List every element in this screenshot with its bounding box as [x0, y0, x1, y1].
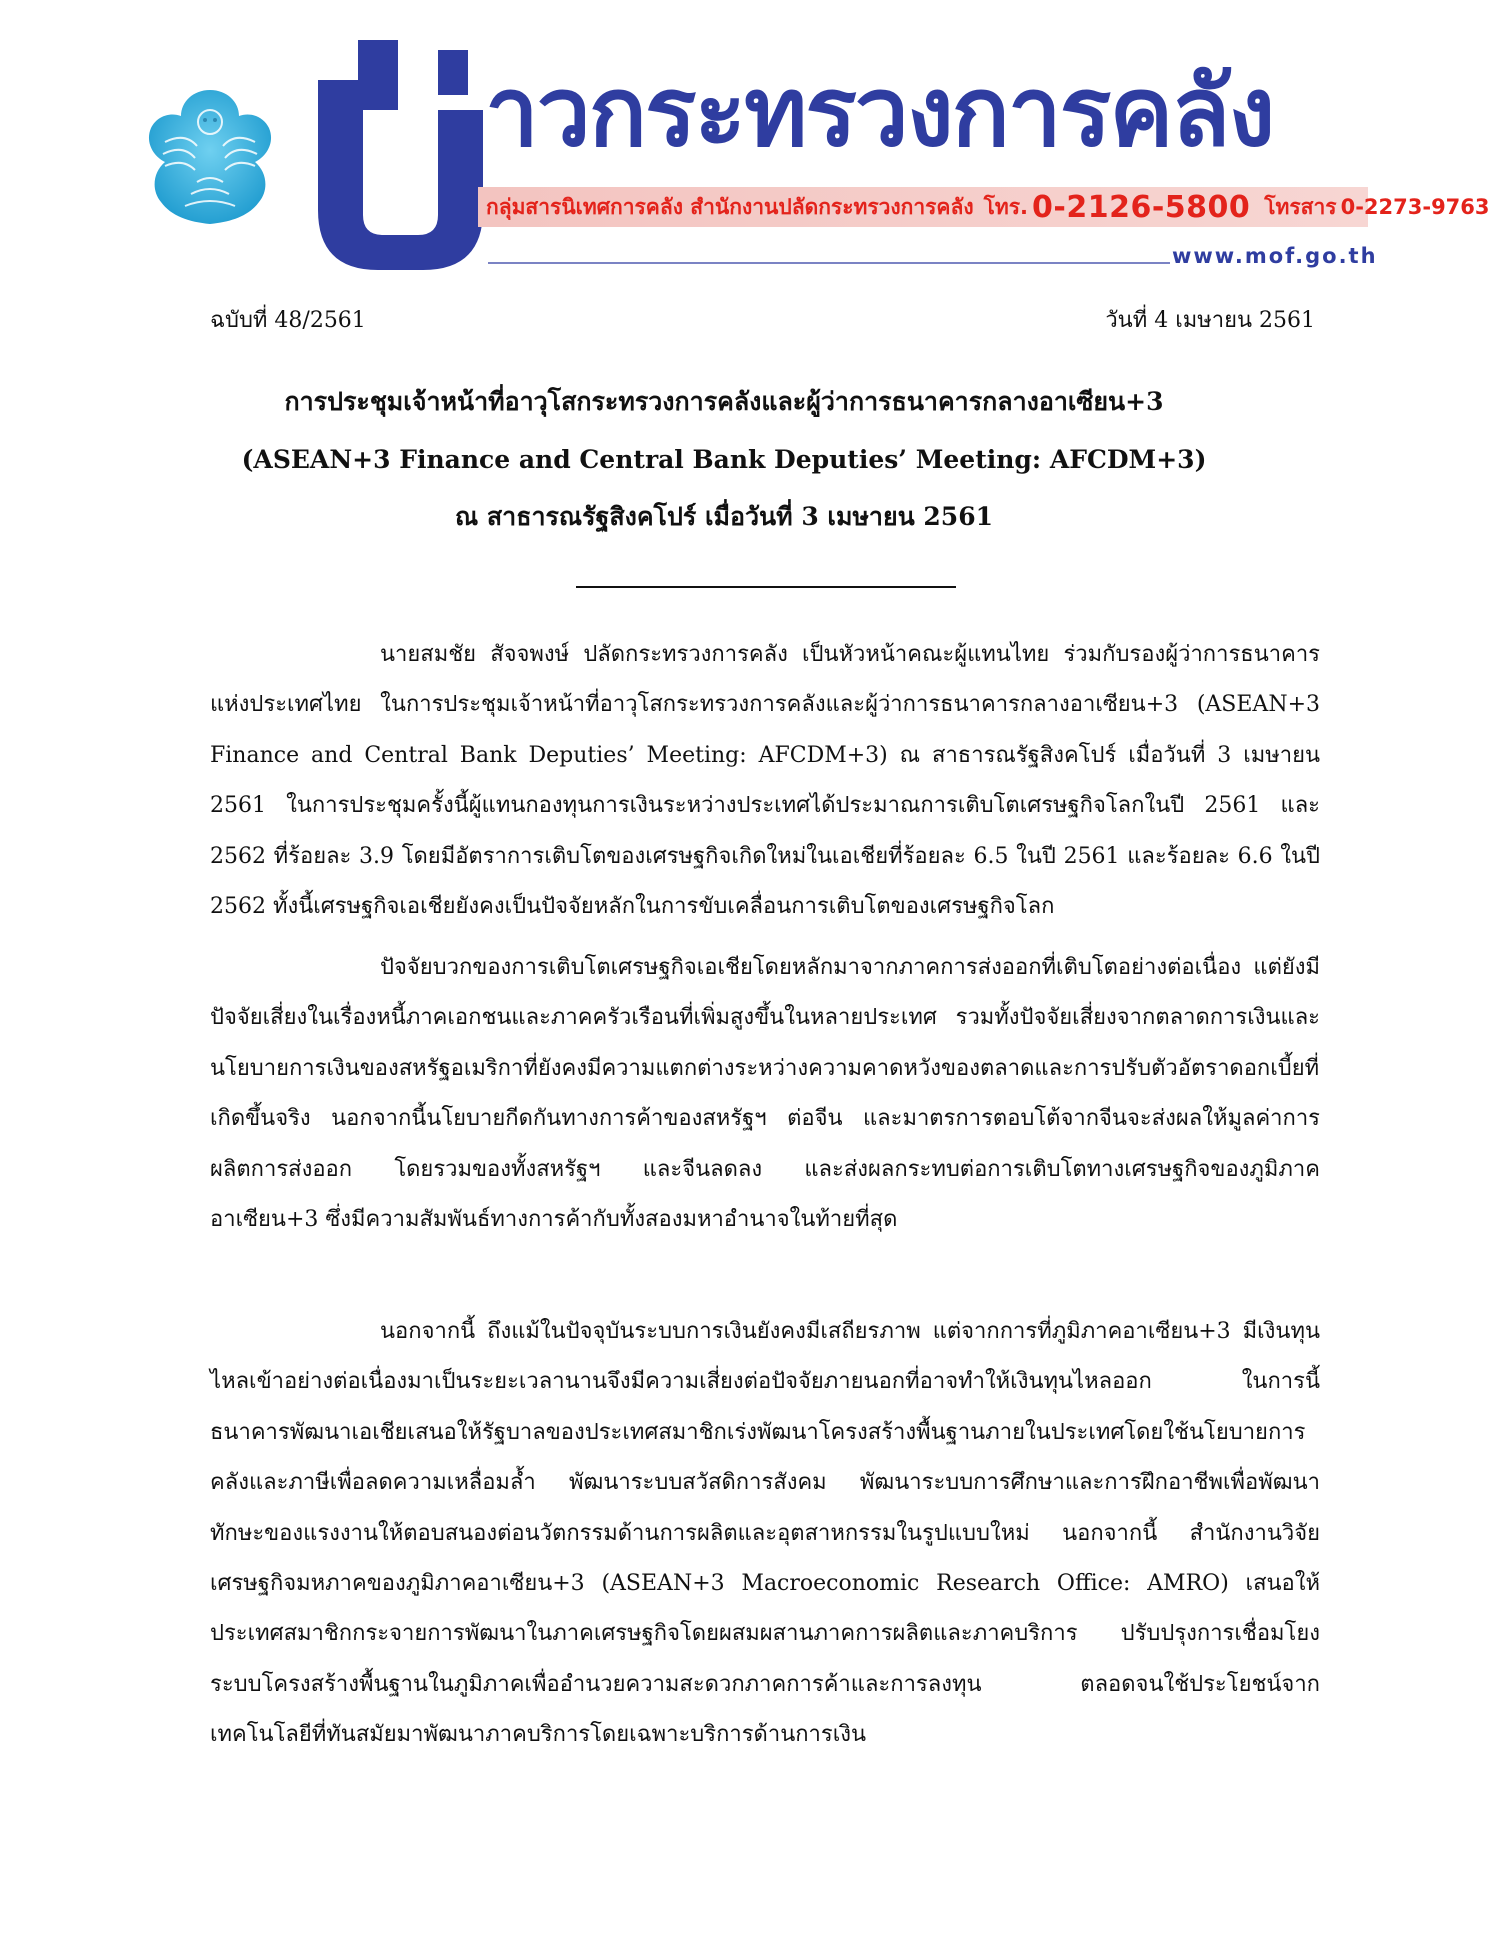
masthead-title: าวกระทรวงการคลัง: [485, 56, 1274, 168]
masthead-initial-letter: [318, 40, 483, 270]
masthead-divider: [488, 262, 1170, 264]
masthead-contact-bar: [478, 187, 1490, 227]
masthead-url[interactable]: www.mof.go.th: [1172, 244, 1378, 268]
headline-underline: [576, 586, 956, 588]
masthead-org: กลุ่มสารนิเทศการคลัง สำนักงานปลัดกระทรวงการคลัง: [486, 194, 974, 219]
masthead-tel: 0-2126-5800: [1032, 189, 1251, 225]
masthead-tel-label: โทร.: [983, 194, 1028, 219]
masthead-fax: 0-2273-9763: [1340, 195, 1490, 219]
issue-number: ฉบับที่ 48/2561: [210, 308, 366, 333]
headline-line-1: การประชุมเจ้าหน้าที่อาวุโสกระทรวงการคลังและผู้ว่าการธนาคารกลางอาเซียน+3: [284, 387, 1164, 416]
masthead-fax-label: โทรสาร: [1264, 194, 1337, 219]
body-paragraph-2: ปัจจัยบวกของการเติบโตเศรษฐกิจเอเชียโดยหลักมาจากภาคการส่งออกที่เติบโตอย่างต่อเนื่อง แต่ยังมีปัจจัยเสี่ยงในเรื่องหนี้ภาคเอกชนและภาคครัวเรือนที่เพิ่มสูงขึ้นในหลายประเทศ รวมทั้งปัจจัยเสี่ยงจากตลาดการเงินและนโยบายการเงินของสหรัฐอเมริกาที่ยังคงมีความแตกต่างระหว่างความคาดหวังของตลาดและการปรับตัวอัตราดอกเบี้ยที่เกิดขึ้นจริง นอกจากนี้นโยบายกีดกันทางการค้าของสหรัฐฯ ต่อจีน และมาตรการตอบโต้จากจีนจะส่งผลให้มูลค่าการผลิตการส่งออก โดยรวมของทั้งสหรัฐฯ และจีนลดลง และส่งผลกระทบต่อการเติบโตทางเศรษฐกิจของภูมิภาคอาเซียน+3 ซึ่งมีความสัมพันธ์ทางการค้ากับทั้งสองมหาอำนาจในท้ายที่สุด: [210, 955, 1320, 1233]
headline-line-2: (ASEAN+3 Finance and Central Bank Deputies’ Meeting: AFCDM+3): [241, 445, 1207, 474]
headline-line-3: ณ สาธารณรัฐสิงคโปร์ เมื่อวันที่ 3 เมษายน 2561: [455, 502, 993, 531]
release-date: วันที่ 4 เมษายน 2561: [1105, 308, 1315, 333]
body-paragraph-3: นอกจากนี้ ถึงแม้ในปัจจุบันระบบการเงินยังคงมีเสถียรภาพ แต่จากการที่ภูมิภาคอาเซียน+3 มีเงินทุนไหลเข้าอย่างต่อเนื่องมาเป็นระยะเวลานานจึงมีความเสี่ยงต่อปัจจัยภายนอกที่อาจทำให้เงินทุนไหลออก ในการนี้ ธนาคารพัฒนาเอเชียเสนอให้รัฐบาลของประเทศสมาชิกเร่งพัฒนาโครงสร้างพื้นฐานภายในประเทศโดยใช้นโยบายการคลังและภาษีเพื่อลดความเหลื่อมล้ำ พัฒนาระบบสวัสดิการสังคม พัฒนาระบบการศึกษาและการฝึกอาชีพเพื่อพัฒนาทักษะของแรงงานให้ตอบสนองต่อนวัตกรรมด้านการผลิตและอุตสาหกรรมในรูปแบบใหม่ นอกจากนี้ สำนักงานวิจัยเศรษฐกิจมหภาคของภูมิภาคอาเซียน+3 (ASEAN+3 Macroeconomic Research Office: AMRO) เสนอให้ประเทศสมาชิกกระจายการพัฒนาในภาคเศรษฐกิจโดยผสมผสานภาคการผลิตและภาคบริการ ปรับปรุงการเชื่อมโยงระบบโครงสร้างพื้นฐานในภูมิภาคเพื่ออำนวยความสะดวกภาคการค้าและการลงทุน ตลอดจนใช้ประโยชน์จากเทคโนโลยีที่ทันสมัยมาพัฒนาภาคบริการโดยเฉพาะบริการด้านการเงิน: [210, 1319, 1320, 1748]
ministry-emblem-icon: [135, 82, 285, 232]
body-paragraph-1: นายสมชัย สัจจพงษ์ ปลัดกระทรวงการคลัง เป็นหัวหน้าคณะผู้แทนไทย ร่วมกับรองผู้ว่าการธนาคารแห่งประเทศไทย ในการประชุมเจ้าหน้าที่อาวุโสกระทรวงการคลังและผู้ว่าการธนาคารกลางอาเซียน+3 (ASEAN+3 Finance and Central Bank Deputies’ Meeting: AFCDM+3) ณ สาธารณรัฐสิงคโปร์ เมื่อวันที่ 3 เมษายน 2561 ในการประชุมครั้งนี้ผู้แทนกองทุนการเงินระหว่างประเทศได้ประมาณการเติบโตเศรษฐกิจโลกในปี 2561 และ 2562 ที่ร้อยละ 3.9 โดยมีอัตราการเติบโตของเศรษฐกิจเกิดใหม่ในเอเชียที่ร้อยละ 6.5 ในปี 2561 และร้อยละ 6.6 ในปี 2562 ทั้งนี้เศรษฐกิจเอเชียยังคงเป็นปัจจัยหลักในการขับเคลื่อนการเติบโตของเศรษฐกิจโลก: [210, 642, 1320, 920]
